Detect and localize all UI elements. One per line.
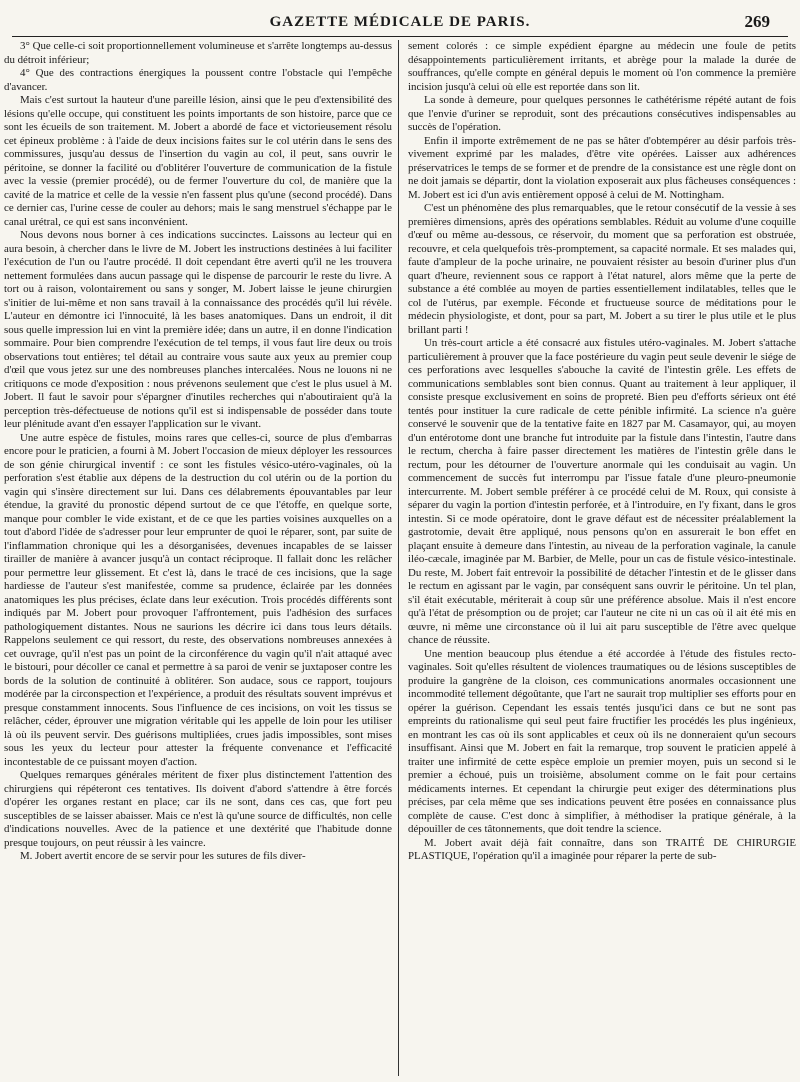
header-rule: [12, 36, 788, 37]
paragraph: sement colorés : ce simple expédient épargne au médecin une foule de petits désappointements particulièrement irritants, et abrège pour la malade la durée de souffrances, qu'elle compte en général depuis le moment où l'on commence la première incision jusqu'à celui où elle est reportée dans son lit.: [408, 40, 796, 93]
paragraph: Une mention beaucoup plus étendue a été accordée à l'étude des fistules recto-vaginales. Soit qu'elles résultent de violences traumatiques ou de lésions susceptibles de produire la gangrène de la cloison, ces communications anormales occasionnent une incommodité tellement dégoûtante, que l'art ne saurait trop multiplier ses efforts pour en opérer la guérison. Cependant les essais tentés jusqu'ici dans ce but ne sont pas empreints du rationalisme qui seul peut faire fructifier les procédés les plus ingénieux, en montrant les cas où ils sont applicables et ceux où ils ne donneraient qu'un secours insuffisant. Ainsi que M. Jobert en fait la remarque, trop souvent le praticien appelé à traiter une infirmité de cette espèce emploie un premier moyen, puis un second si le premier a échoué, puis un troisième, absolument comme on le fait pour certains médicaments internes. Et cependant la chirurgie peut exiger des déterminations plus précises, par cela même que ses indications peuvent être posées en connaissance plus complète de cause. C'est donc à simplifier, à méthodiser la pratique générale, à la dépouiller de ces tâtonnements, que doit tendre la science.: [408, 647, 796, 835]
paragraph: M. Jobert avertit encore de se servir pour les sutures de fils diver-: [20, 850, 306, 862]
paragraph: Un très-court article a été consacré aux fistules utéro-vaginales. M. Jobert s'attache particulièrement à prouver que la face postérieure du vagin peut seule devenir le siége de ces perforations avec lesquelles s'abouche la cavité de l'intestin grêle. Les effets de communications semblables sont bien connus. Quant au traitement à leur appliquer, il consiste presque exclusivement en soins de propreté. Bien peu d'efforts sérieux ont été tentés pour instituer la cure radicale de cette pénible infirmité. La science n'a guère conservé le souvenir que de la tentative faite en 1827 par M. Casamayor, qui, au moyen d'un entérotome dont une branche fut introduite par la fistule dans l'intestin, l'autre dans le rectum, chercha à faire passer directement les matières de l'intestin grêle dans le rectum, pour les détourner de l'ouverture anormale qui les conduisait au vagin. Un commencement de succès fut interrompu par l'issue fatale d'une pleuro-pneumonie intercurrente. M. Jobert semble préférer à ce procédé celui de M. Roux, qui consiste à séparer du vagin la portion d'intestin perforée, et à l'introduire, en l'y fixant, dans le gros intestin. Si ce mode opératoire, dont le grave défaut est de nécessiter préalablement la gastrotomie, devait être appliqué, nous pensons qu'on en assurerait le bon effet en plaçant ensuite à demeure dans l'intestin, au niveau de la perforation vaginale, la canule iléo-cæcale, imaginée par M. Barbier, de Melle, pour un cas de fistule vésico-intestinale. Du reste, M. Jobert fait entrevoir la possibilité de détacher l'intestin et de le glisser dans le rectum en agissant par le vagin, par conséquent sans ouvrir le péritoine. Un tel plan, s'il était exécutable, mériterait à coup sûr une préférence absolue. Mais il n'est encore qu'à l'état de présomption ou de projet; car l'auteur ne cite ni un cas où il ait été mis en œuvre, ni même une circonstance où il lui ait paru susceptible de l'être avec quelque chance de réussite.: [408, 337, 796, 646]
paragraph: 4° Que des contractions énergiques la poussent contre l'obstacle qui l'empêche d'avancer.: [4, 67, 392, 93]
paragraph: Mais c'est surtout la hauteur d'une pareille lésion, ainsi que le peu d'extensibilité des lésions qu'elle occupe, qui constituent les points importants de son histoire, parce que ce sont les écueils de son traitement. M. Jobert a abordé de face et victorieusement résolu cet épineux problème : à l'aide de deux incisions faites sur le col utérin dans le sens des commissures, jusqu'au dessus de l'insertion du vagin au col, il peut, sans ouvrir le péritoine, se donner la facilité ou d'oblitérer l'ouverture de communication de la fistule avec la vessie (premier procédé), ou de fermer l'ouverture du col, de manière que la cavité de la matrice et celle de la vessie n'en fassent plus qu'une (second procédé). Dans ce dernier cas, l'urine cesse de couler au dehors; mais le sang menstruel s'échappe par le canal urétral, ce qui est sans inconvénient.: [4, 94, 392, 228]
paragraph: Nous devons nous borner à ces indications succinctes. Laissons au lecteur qui en aura besoin, à chercher dans le livre de M. Jobert les instructions destinées à lui faciliter l'exécution de l'un ou l'autre procédé. Il doit cependant être averti qu'il ne les trouvera nettement formulées dans aucun passage qui le dispense de parcourir le reste du livre. A tort ou à raison, volontairement ou sans y songer, M. Jobert laisse le jeune chirurgien s'initier de lui-même et non sans travail à la connaissance des procédés qu'il lui révèle. L'auteur en démontre ici l'innocuité, là les bases anatomiques. Dans un endroit, il dit sous quelle impression lui en vint la première idée; dans un autre, il en donne l'indication sommaire. Pour bien comprendre l'exécution de tel temps, il vous faut lire deux ou trois observations tout entières; tel détail au contraire vous saute aux yeux au premier coup d'œil que vous jetez sur une des nombreuses planches intercalées. Nous ne louons ni ne critiquons ce mode d'exposition : nous prévenons seulement que c'est le plus usuel à M. Jobert. Il faut le savoir pour s'épargner d'inutiles recherches qui n'aboutiraient qu'à la perception très-défectueuse de notions qu'il est si indispensable de posséder dans toute leur plénitude avant d'en essayer l'application sur le vivant.: [4, 229, 392, 430]
paragraph: Quelques remarques générales méritent de fixer plus distinctement l'attention des chirurgiens qui répéteront ces tentatives. Ils doivent d'abord s'attendre à être forcés d'opérer les organes restant en place; car ils ne sont, dans ces cas, que fort peu susceptibles de se laisser abaisser. Mais ce n'est là qu'une source de difficultés, non celle d'indications nouvelles. Avec de la patience et une dextérité que l'habitude donne presque toujours, on peut réussir à les vaincre.: [4, 769, 392, 849]
journal-title: GAZETTE MÉDICALE DE PARIS.: [269, 14, 531, 30]
paragraph: Une autre espèce de fistules, moins rares que celles-ci, source de plus d'embarras encore pour le praticien, a fourni à M. Jobert l'occasion de mieux déployer les ressources de son génie chirurgical inventif : ce sont les fistules vésico-utéro-vaginales, où la perforation s'est établie aux dépens de la destruction du col utérin ou de la portion du vagin qui s'insère directement sur lui. Dans ces délabrements épouvantables par leur étendue, la gravité du pronostic dépend surtout de ce que l'étoffe, en quelque sorte, manque pour combler le vide existant, et de ce que les parties voisines auxquelles on a tout d'abord l'idée de s'adresser pour leur emprunter de quoi le réparer, sont, par suite de l'inflammation chronique qui les a désorganisées, devenues incapables de se laisser tirailler de manière à avancer jusqu'à un contact réciproque. Il fallait donc les relâcher pour permettre leur glissement. Et c'est là, dans le tracé de ces incisions, que la sage hardiesse de l'auteur s'est manifestée, comme sa prudence, éclairée par les données anatomiques les plus précises, éclate dans leur exécution. Trois procédés différents sont indiqués par M. Jobert pour provoquer l'affrontement, puis l'adhésion des surfaces pathologiquement distantes. Nous ne saurions les décrire ici dans tous leurs détails. Rappelons seulement ce qui ressort, du reste, des observations nombreuses annexées à cet ouvrage, qu'il n'est pas un point de la circonférence du vagin qu'il n'ait attaqué avec le bistouri, pour décoller ce canal et permettre à sa paroi de venir se juxtaposer contre les bords de la solution de continuité à oblitérer. Son audace, sous ce rapport, toujours modérée par la circonspection et l'expérience, a produit des résultats souvent imprévus et presque constamment innocents. Sous l'influence de ces incisions, on voit les tissus se relâcher, céder, éprouver une migration véritable qui les appelle de loin pour les utiliser là où ils peuvent servir. Des guérisons multipliées, crues jadis impossibles, sont mises sous les yeux du lecteur pour attester la fréquente convenance et l'efficacité incontestable de ce puissant moyen d'action.: [4, 431, 392, 768]
paragraph: 3° Que celle-ci soit proportionnellement volumineuse et s'arrête longtemps au-dessus du détroit inférieur;: [4, 40, 392, 66]
page-header: [0, 0, 800, 40]
paragraph: C'est un phénomène des plus remarquables, que le retour consécutif de la vessie à ses premières dimensions, après des opérations semblables. Réduit au volume d'une coquille d'œuf ou même au-dessous, ce réservoir, du moment que sa perforation est obstruée, recouvre, et cela quelquefois très-promptement, sa capacité normale. Et ses malades qui, faute d'ampleur de la poche urinaire, ne pouvaient résister au besoin d'uriner plus d'un quart d'heure, reviennent sous ce rapport à l'état naturel, alors même que la perte de substance a été comblée au moyen de parties essentiellement indilatables, telles que le col de l'utérus, par exemple. Féconde et fructueuse source de méditations pour le médecin physiologiste, et dont, pour sa part, M. Jobert a su tirer le plus utile et le plus brillant parti !: [408, 202, 796, 336]
left-column: [4, 40, 392, 1076]
page-number: 269: [744, 12, 770, 31]
column-divider: [398, 40, 399, 1076]
right-column: [408, 40, 796, 1076]
paragraph: La sonde à demeure, pour quelques personnes le cathétérisme répété autant de fois que l'envie d'uriner se reproduit, sont des précautions consécutives indispensables au succès de l'opération.: [408, 94, 796, 133]
paragraph: M. Jobert avait déjà fait connaître, dans son TRAITÉ DE CHIRURGIE PLASTIQUE, l'opération qu'il a imaginée pour réparer la perte de sub-: [408, 836, 796, 862]
paragraph: Enfin il importe extrêmement de ne pas se hâter d'obtempérer au désir parfois très-vivement exprimé par les malades, d'être vite opérées. Laisser aux adhérences préservatrices le temps de se former et de prendre de la consistance est une règle dont on ne doit jamais se départir, dont la violation exposerait aux plus fâcheuses conséquences : M. Jobert est ici d'un avis entièrement opposé à celui de M. Nottingham.: [408, 134, 796, 201]
